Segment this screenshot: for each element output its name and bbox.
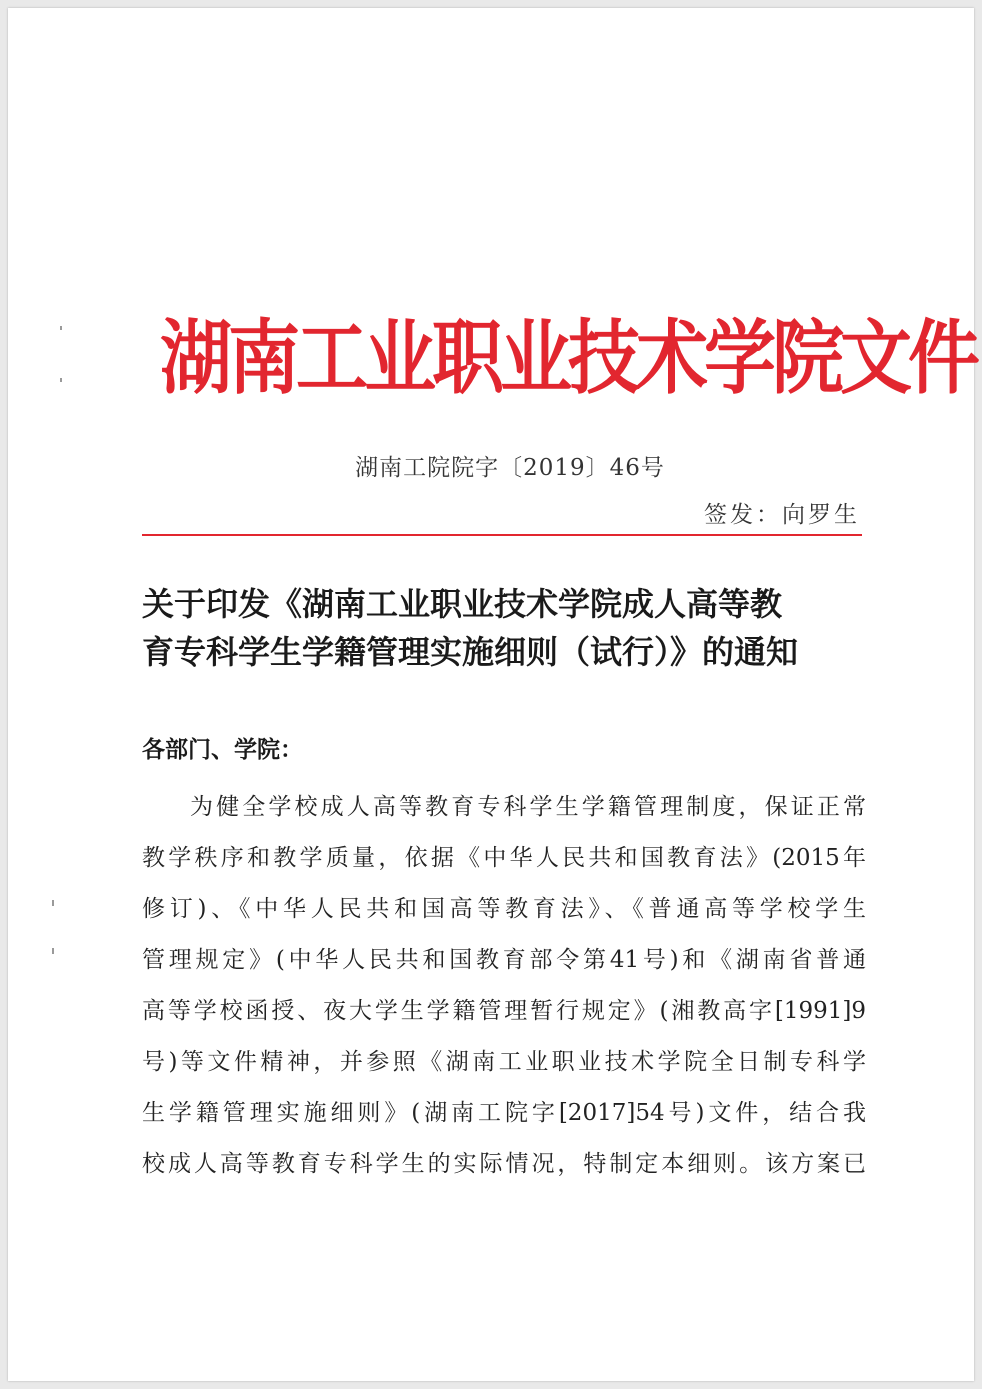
document-page	[8, 8, 977, 1381]
document-masthead: 湖南工业职业技术学院文件	[160, 309, 977, 406]
signer: 签发：向罗生	[704, 502, 860, 528]
scan-artifact	[52, 948, 54, 954]
scan-artifact	[52, 900, 54, 906]
body-line: 为健全学校成人高等教育专科学生学籍管理制度，保证正常	[190, 794, 866, 820]
body-line: 修订)、《中华人民共和国高等教育法》、《普通高等学校学生	[142, 896, 866, 922]
scan-artifact	[60, 378, 62, 382]
body-line: 高等学校函授、夜大学生学籍管理暂行规定》(湘教高字[1991]9	[142, 998, 866, 1024]
title-line: 关于印发《湖南工业职业技术学院成人高等教	[142, 585, 783, 623]
body-line: 教学秩序和教学质量，依据《中华人民共和国教育法》(2015年	[142, 845, 866, 871]
body-line: 管理规定》(中华人民共和国教育部令第41号)和《湖南省普通	[142, 947, 866, 973]
body-line: 生学籍管理实施细则》(湖南工院字[2017]54号)文件，结合我	[142, 1100, 866, 1126]
document-number: 湖南工院院字〔2019〕46号	[355, 455, 665, 481]
title-line: 育专科学生学籍管理实施细则（试行）》的通知	[142, 633, 799, 671]
body-line: 号)等文件精神，并参照《湖南工业职业技术学院全日制专科学	[142, 1049, 866, 1075]
red-divider	[142, 534, 862, 536]
salutation: 各部门、学院：	[142, 737, 303, 763]
scan-artifact	[60, 326, 62, 330]
notice-title	[142, 580, 866, 676]
body-paragraph	[142, 782, 866, 1190]
body-line: 校成人高等教育专科学生的实际情况，特制定本细则。该方案已	[142, 1151, 866, 1177]
